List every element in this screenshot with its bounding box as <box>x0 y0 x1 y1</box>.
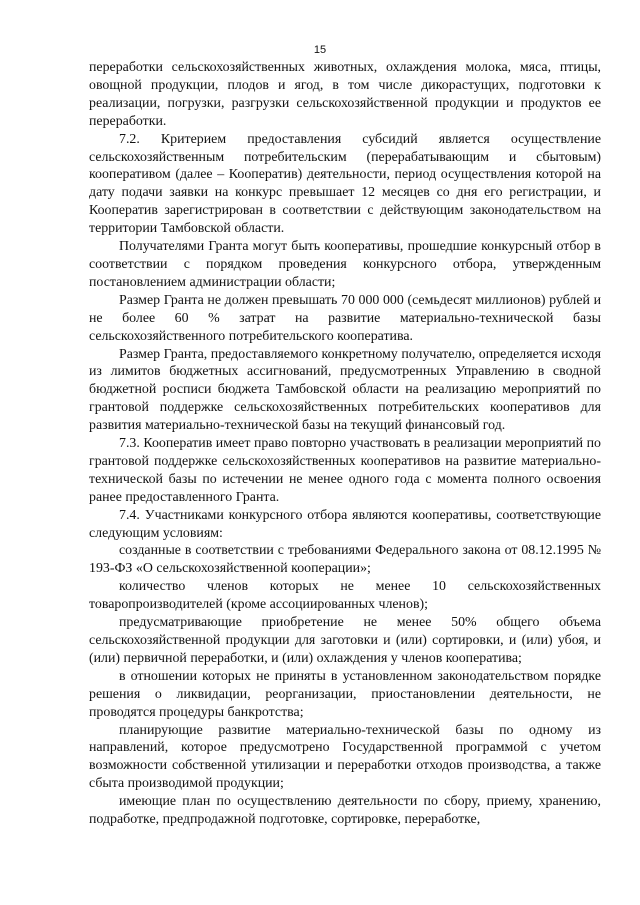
page-number: 15 <box>313 44 327 56</box>
paragraph-7-4-participants: 7.4. Участниками конкурсного отбора являются кооперативы, соответствующие следующим условиям: <box>89 507 601 541</box>
condition-no-liquidation: в отношении которых не приняты в установленном законодательством порядке решения о ликвидации, реорганизации, приостановлении деятельности, не проводятся процедуры банкротства; <box>89 668 601 720</box>
paragraph-7-2-criterion: 7.2. Критерием предоставления субсидий является осуществление сельскохозяйственным потребительским (перерабатывающим и сбытовым) кооперативом (далее – Кооператив) деятельности, период осуществления которой на дату подачи заявки на конкурс превышает 12 месяцев со дня его регистрации, и Кооператив зарегистрирован в соответствии с действующим законодательством на территории Тамбовской области. <box>89 131 601 237</box>
paragraph-grant-recipients: Получателями Гранта могут быть кооперативы, прошедшие конкурсный отбор в соответствии с порядком проведения конкурсного отбора, утвержденным постановлением администрации области; <box>89 239 601 290</box>
condition-federal-law: созданные в соответствии с требованиями Федерального закона от 08.12.1995 № 193-ФЗ «О сельскохозяйственной кооперации»; <box>89 543 601 577</box>
condition-development-plan: планирующие развитие материально-технической базы по одному из направлений, которое предусмотрено Государственной программой с учетом возможности собственной утилизации и переработки отходов производства, а также сбыта производимой продукции; <box>89 722 601 792</box>
condition-purchase-share: предусматривающие приобретение не менее 50% общего объема сельскохозяйственной продукции для заготовки и (или) сортировки, и (или) убоя, и (или) первичной переработки, и (или) охлаждения у членов кооператива; <box>89 615 601 666</box>
paragraph-grant-amount: Размер Гранта, предоставляемого конкретному получателю, определяется исходя из лимитов бюджетных ассигнований, предусмотренных Управлению в сводной бюджетной росписи бюджета Тамбовской области на реализацию мероприятий по грантовой поддержке сельскохозяйственных потребительских кооперативов для развития материально-технической базы на текущий финансовый год. <box>89 346 601 434</box>
condition-activity-plan: имеющие план по осуществлению деятельности по сбору, приему, хранению, подработке, предпродажной подготовке, сортировке, переработке, <box>89 794 601 828</box>
paragraph-grant-limit: Размер Гранта не должен превышать 70 000 000 (семьдесят миллионов) рублей и не более 60 % затрат на развитие материально-технической базы сельскохозяйственного потребительского кооператива. <box>89 292 601 344</box>
document-body <box>89 59 601 829</box>
condition-member-count: количество членов которых не менее 10 сельскохозяйственных товаропроизводителей (кроме ассоциированных членов); <box>89 579 601 613</box>
paragraph-7-3-repeat: 7.3. Кооператив имеет право повторно участвовать в реализации мероприятий по грантовой поддержке сельскохозяйственных кооперативов на развитие материально-технической базы по истечении не менее одного года с момента полного освоения ранее предоставленного Гранта. <box>89 436 601 505</box>
paragraph-continuation: переработки сельскохозяйственных животных, охлаждения молока, мяса, птицы, овощной продукции, плодов и ягод, в том числе дикорастущих, подготовки к реализации, погрузки, разгрузки сельскохозяйственной продукции и продуктов ее переработки. <box>89 60 601 129</box>
